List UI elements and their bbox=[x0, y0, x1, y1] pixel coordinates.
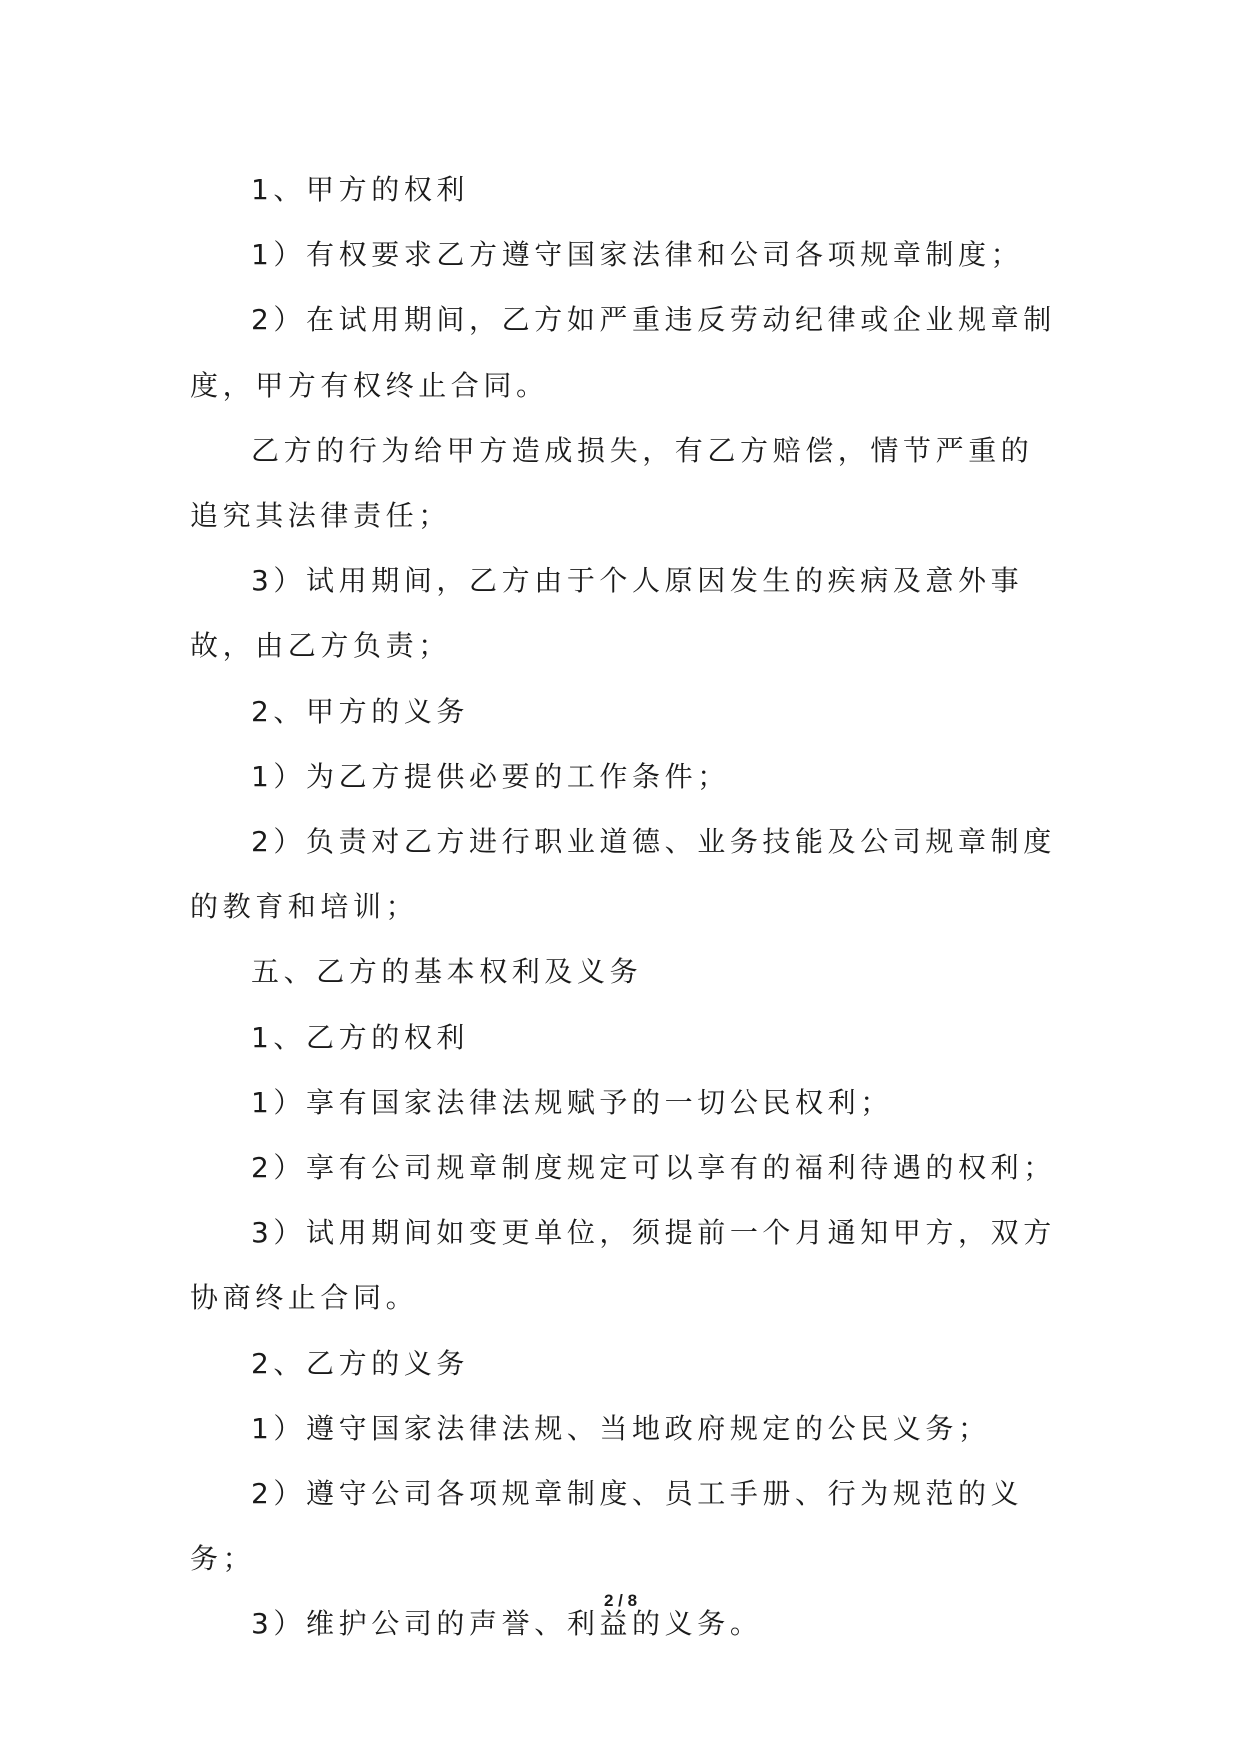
document-body bbox=[190, 157, 1060, 1657]
paragraph-party-b-right-3: 3）试用期间如变更单位，须提前一个月通知甲方，双方协商终止合同。 bbox=[190, 1216, 1056, 1315]
section-heading-party-b: 五、乙方的基本权利及义务 bbox=[251, 955, 643, 989]
paragraph-party-b-right-1: 1）享有国家法律法规赋予的一切公民权利； bbox=[251, 1085, 893, 1119]
page-number: 2 / 8 bbox=[603, 1591, 638, 1610]
paragraph-party-a-obligation-1: 1）为乙方提供必要的工作条件； bbox=[251, 759, 730, 793]
paragraph-party-b-obligations-heading: 2、乙方的义务 bbox=[251, 1346, 470, 1380]
paragraph-party-a-right-2: 2）在试用期间，乙方如严重违反劳动纪律或企业规章制度，甲方有权终止合同。 bbox=[190, 303, 1056, 402]
paragraph-party-b-obligation-1: 1）遵守国家法律法规、当地政府规定的公民义务； bbox=[251, 1411, 991, 1445]
paragraph-party-b-liability: 乙方的行为给甲方造成损失，有乙方赔偿，情节严重的追究其法律责任； bbox=[190, 433, 1034, 533]
paragraph-party-a-rights-heading: 1、甲方的权利 bbox=[251, 173, 470, 206]
paragraph-party-a-obligations-heading: 2、甲方的义务 bbox=[251, 694, 470, 728]
paragraph-party-a-obligation-2: 2）负责对乙方进行职业道德、业务技能及公司规章制度的教育和培训； bbox=[190, 825, 1056, 924]
paragraph-party-b-obligation-3: 3）维护公司的声誉、利益的义务。 bbox=[251, 1607, 763, 1641]
paragraph-party-b-obligation-2: 2）遵守公司各项规章制度、员工手册、行为规范的义务； bbox=[190, 1477, 1024, 1576]
paragraph-party-b-right-2: 2）享有公司规章制度规定可以享有的福利待遇的权利； bbox=[251, 1151, 1056, 1185]
paragraph-party-a-right-3: 3）试用期间，乙方由于个人原因发生的疾病及意外事故，由乙方负责； bbox=[190, 564, 1024, 663]
paragraph-party-b-rights-heading: 1、乙方的权利 bbox=[251, 1020, 470, 1054]
paragraph-party-a-right-1: 1）有权要求乙方遵守国家法律和公司各项规章制度； bbox=[251, 238, 1024, 272]
